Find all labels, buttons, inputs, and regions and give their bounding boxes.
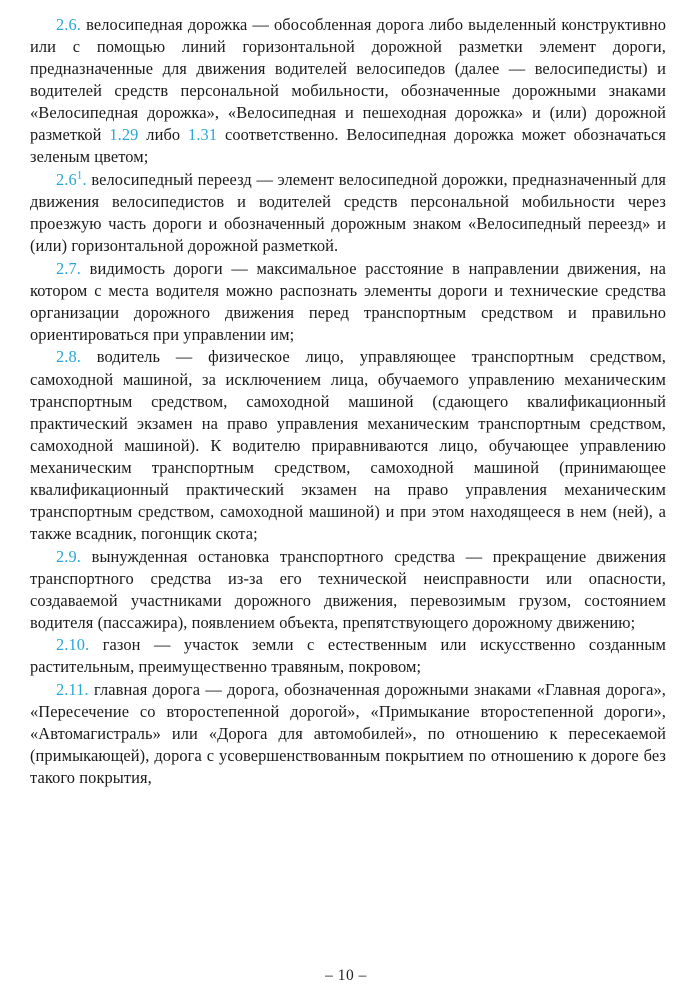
marking-reference-1-31: 1.31 [188,125,218,145]
clause-2-6-1 [30,169,666,257]
clause-text: газон — участок земли с естественным или искусственно созданным растительным, преимущественно травяным, покровом; [30,635,666,677]
marking-reference-1-29: 1.29 [109,125,139,145]
clause-text: вынужденная остановка транспортного средства — прекращение движения транспортного средства из-за его технической неисправности или опасности, создаваемой участниками дорожного движения, перевозимым грузом, состоянием водителя (пассажира), появлением объекта, препятствующего дорожному движению; [30,546,666,632]
clause-2-10 [30,634,666,678]
clause-text: велосипедный переезд — элемент велосипедной дорожки, предназначенный для движения велосипедистов и водителей средств персональной мобильности через проезжую часть дороги и обозначенный дорожным знаком «Велосипедный переезд» и (или) горизонтальной дорожной разметкой. [30,169,666,256]
clause-number: 2.6. [56,15,81,34]
page-number: – 10 – [325,967,367,984]
clause-number: 2.7. [56,258,81,278]
clause-text-mid: либо [138,125,189,145]
clause-number-tail: . [82,169,87,189]
clause-number: 2.8. [56,347,81,367]
clause-text: водитель — физическое лицо, управляющее транспортным средством, самоходной машиной, за исключением лица, обучаемого управлению механическим транспортным средством, самоходной машиной (сдающего квалификационный практический экзамен на право управления механическим транспортным средством, самоходной машиной). К водителю приравниваются лицо, обучающее управлению механическим транспортным средством, самоходной машиной (принимающее квалификационный практический экзамен на право управления механическим транспортным средством, самоходной машиной) и при этом находящееся в нем (ней), а также всадник, погонщик скота; [30,347,667,543]
clause-number: 2.6 [56,169,77,189]
clause-number-superscript: 1 [76,169,83,182]
clause-2-9 [30,546,666,634]
clause-number: 2.11. [56,679,89,699]
clause-2-7 [30,258,666,346]
clause-2-8 [30,346,666,545]
clause-text: главная дорога — дорога, обозначенная дорожными знаками «Главная дорога», «Пересечение со второстепенной дорогой», «Примыкание второстепенной дороги», «Автомагистраль» или «Дорога для автомобилей», по отношению к пересекаемой (примыкающей), дорога с усовершенствованным покрытием по отношению к дороге без такого покрытия, [30,679,666,788]
clause-2-11 [30,679,666,789]
clause-number: 2.9. [56,546,81,566]
clause-2-6 [30,14,666,168]
clause-text-part-1: велосипедная дорожка — обособленная дорога либо выделенный конструктивно или с помощью линий горизонтальной дорожной разметки элемент дороги, предназначенные для движения водителей велосипедов (далее — велосипедисты) и водителей средств персональной мобильности, обозначенные дорожными знаками «Велосипедная дорожка», «Велосипедная и пешеходная дорожка» и (или) дорожной разметкой [30,15,667,145]
document-body [30,14,666,789]
clause-text-part-2: соответственно. Велосипедная дорожка может обозначаться зеленым цветом; [30,125,667,167]
clause-number: 2.10. [56,635,90,655]
clause-text: видимость дороги — максимальное расстояние в направлении движения, на котором с места водителя можно распознать элементы дороги и технические средства организации дорожного движения перед транспортным средством и правильно ориентироваться при управлении им; [30,258,666,344]
